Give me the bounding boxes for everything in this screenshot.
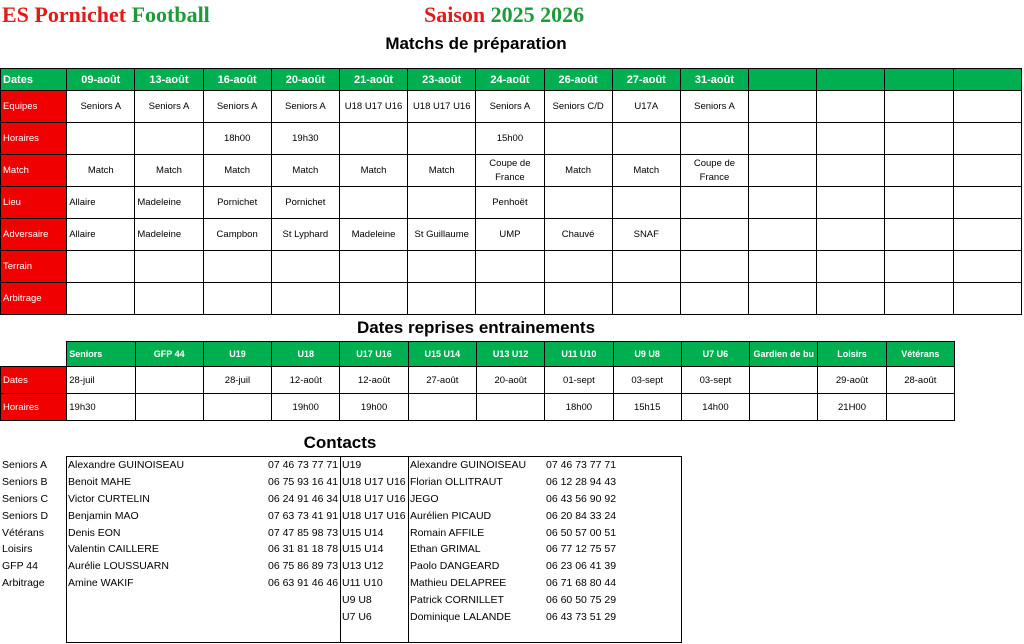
contact-right-name: Paolo DANGEARD <box>410 560 500 573</box>
prep-date-header <box>885 69 953 91</box>
reprise-team-header: Loisirs <box>818 342 886 367</box>
prep-cell <box>885 251 953 283</box>
reprise-cell <box>750 367 818 394</box>
prep-header-row <box>1 69 1022 91</box>
prep-cell <box>817 283 885 315</box>
prep-row-label: Terrain <box>1 251 67 283</box>
prep-title: Matchs de préparation <box>385 34 567 53</box>
contacts-table <box>0 457 680 625</box>
reprise-cell <box>408 394 476 421</box>
prep-row-label: Adversaire <box>1 219 67 251</box>
contact-row <box>0 608 680 625</box>
prep-cell <box>408 251 476 283</box>
reprise-cell: 28-juil <box>203 367 271 394</box>
prep-cell <box>680 283 748 315</box>
contact-left-phone: 06 75 86 89 73 <box>268 560 339 573</box>
contact-right-phone: 06 23 06 41 39 <box>546 560 617 573</box>
contact-left-name: Benjamin MAO <box>68 509 139 522</box>
contact-right-name: Patrick CORNILLET <box>410 593 504 606</box>
contact-row <box>0 474 680 491</box>
prep-cell <box>544 123 612 155</box>
prep-cell: Seniors A <box>135 91 203 123</box>
prep-cell: Match <box>612 155 680 187</box>
reprise-cell: 20-août <box>476 367 544 394</box>
prep-cell <box>885 123 953 155</box>
prep-cell: Seniors A <box>271 91 339 123</box>
prep-cell <box>680 219 748 251</box>
prep-cell <box>885 91 953 123</box>
reprise-cell: 03-sept <box>681 367 749 394</box>
contact-left-team <box>0 591 66 608</box>
contact-right-team: U15 U14 <box>342 526 384 539</box>
reprise-header-row <box>1 342 955 367</box>
contact-row <box>0 507 680 524</box>
contact-right-name: Romain AFFILE <box>410 526 485 539</box>
prep-date-header: 16-août <box>203 69 271 91</box>
contact-right-name: Dominique LALANDE <box>410 610 511 623</box>
contact-left-team: Seniors B <box>2 476 48 489</box>
prep-cell <box>476 251 544 283</box>
contact-right-team: U9 U8 <box>342 593 372 606</box>
contact-right-phone: 06 60 50 75 29 <box>546 593 617 606</box>
contact-right-phone: 06 20 84 33 24 <box>546 509 617 522</box>
prep-cell <box>612 251 680 283</box>
contact-right-team: U19 <box>342 459 362 472</box>
reprise-cell <box>886 394 954 421</box>
contacts-title: Contacts <box>303 433 377 452</box>
reprise-cell <box>135 367 203 394</box>
reprise-cell: 19h30 <box>67 394 135 421</box>
contact-right-name: Aurélien PICAUD <box>410 509 492 522</box>
prep-row <box>1 91 1022 123</box>
prep-date-header: 27-août <box>612 69 680 91</box>
prep-cell: Campbon <box>203 219 271 251</box>
contact-right-team: U13 U12 <box>342 560 384 573</box>
prep-cell <box>339 123 407 155</box>
prep-cell <box>817 251 885 283</box>
contact-right-team: U18 U17 U16 <box>342 492 406 505</box>
contact-left-team: Seniors D <box>2 509 49 522</box>
reprise-cell: 19h00 <box>272 394 340 421</box>
reprise-cell <box>476 394 544 421</box>
reprise-cell: 29-août <box>818 367 886 394</box>
prep-cell <box>203 251 271 283</box>
prep-cell <box>885 155 953 187</box>
prep-row <box>1 283 1022 315</box>
prep-cell <box>339 283 407 315</box>
prep-row <box>1 219 1022 251</box>
prep-cell <box>953 219 1021 251</box>
contact-left-phone <box>266 608 340 625</box>
prep-date-header: 13-août <box>135 69 203 91</box>
contact-left-phone <box>266 591 340 608</box>
contact-left-phone: 07 47 85 98 73 <box>268 526 339 539</box>
reprise-team-header: Seniors <box>67 342 135 367</box>
contact-right-name: Ethan GRIMAL <box>410 543 481 556</box>
prep-cell <box>339 187 407 219</box>
prep-cell <box>203 283 271 315</box>
contact-left-name: Aurélie LOUSSUARN <box>68 560 169 573</box>
prep-date-header <box>817 69 885 91</box>
prep-cell <box>749 251 817 283</box>
prep-cell: Seniors C/D <box>544 91 612 123</box>
contact-left-phone: 07 63 73 41 91 <box>268 509 339 522</box>
contact-right-team: U15 U14 <box>342 543 384 556</box>
prep-cell: Chauvé <box>544 219 612 251</box>
contact-left-phone: 06 24 91 46 34 <box>268 492 339 505</box>
prep-cell <box>953 283 1021 315</box>
prep-cell: U18 U17 U16 <box>408 91 476 123</box>
season-label: Saison <box>424 2 486 27</box>
contact-left-name: Denis EON <box>68 526 121 539</box>
prep-corner: Dates <box>1 69 67 91</box>
prep-cell <box>408 123 476 155</box>
reprise-team-header: Vétérans <box>886 342 954 367</box>
prep-date-header: 23-août <box>408 69 476 91</box>
prep-cell <box>885 283 953 315</box>
reprise-table <box>0 341 955 421</box>
prep-cell: 18h00 <box>203 123 271 155</box>
prep-cell <box>885 187 953 219</box>
prep-cell <box>953 251 1021 283</box>
reprise-cell <box>750 394 818 421</box>
prep-cell: 19h30 <box>271 123 339 155</box>
contact-right-name: Mathieu DELAPREE <box>410 576 507 589</box>
contact-left-team: Seniors A <box>2 459 47 472</box>
reprise-cell: 27-août <box>408 367 476 394</box>
contact-right-phone: 06 77 12 75 57 <box>546 543 617 556</box>
reprise-cell: 19h00 <box>340 394 408 421</box>
prep-cell <box>749 283 817 315</box>
prep-cell <box>612 123 680 155</box>
contact-right-phone: 06 71 68 80 44 <box>546 576 617 589</box>
prep-cell <box>67 283 135 315</box>
contact-left-phone: 06 31 81 18 78 <box>268 543 339 556</box>
prep-cell <box>271 283 339 315</box>
contact-left-name: Valentin CAILLERE <box>68 543 159 556</box>
reprise-row-label: Dates <box>1 367 67 394</box>
contact-right-name: JEGO <box>410 492 439 505</box>
contact-left-name: Benoit MAHE <box>68 476 132 489</box>
prep-cell <box>408 187 476 219</box>
prep-cell <box>885 219 953 251</box>
reprise-cell: 18h00 <box>545 394 613 421</box>
reprise-row <box>1 394 955 421</box>
prep-cell <box>135 123 203 155</box>
prep-cell <box>67 251 135 283</box>
contact-row <box>0 457 680 474</box>
prep-row <box>1 123 1022 155</box>
prep-row <box>1 155 1022 187</box>
contact-right-name: Alexandre GUINOISEAU <box>410 459 527 472</box>
season-years: 2025 2026 <box>490 2 585 27</box>
prep-date-header: 20-août <box>271 69 339 91</box>
prep-cell: Match <box>135 155 203 187</box>
contact-left-name <box>66 591 266 608</box>
prep-cell <box>544 187 612 219</box>
prep-cell: Match <box>339 155 407 187</box>
prep-cell: U18 U17 U16 <box>339 91 407 123</box>
reprise-title: Dates reprises entrainements <box>356 318 596 337</box>
prep-cell <box>680 123 748 155</box>
contact-right-phone: 06 43 73 51 29 <box>546 610 617 623</box>
prep-row-label: Arbitrage <box>1 283 67 315</box>
prep-cell: Pornichet <box>203 187 271 219</box>
contact-left-team <box>0 608 66 625</box>
prep-cell <box>817 187 885 219</box>
prep-cell <box>612 283 680 315</box>
contact-row <box>0 558 680 575</box>
contact-right-team: U18 U17 U16 <box>342 476 406 489</box>
contact-right-phone: 06 43 56 90 92 <box>546 492 617 505</box>
contact-right-team: U18 U17 U16 <box>342 509 406 522</box>
reprise-team-header: U15 U14 <box>408 342 476 367</box>
contact-row <box>0 491 680 508</box>
contact-row <box>0 541 680 558</box>
prep-cell <box>67 123 135 155</box>
prep-cell <box>953 91 1021 123</box>
prep-cell <box>544 251 612 283</box>
reprise-team-header: U9 U8 <box>613 342 681 367</box>
club-title-part2: Football <box>131 2 210 27</box>
prep-cell <box>817 219 885 251</box>
prep-cell <box>680 251 748 283</box>
prep-cell: Match <box>544 155 612 187</box>
prep-cell: SNAF <box>612 219 680 251</box>
reprise-cell: 14h00 <box>681 394 749 421</box>
prep-cell: St Lyphard <box>271 219 339 251</box>
prep-cell <box>680 187 748 219</box>
reprise-cell: 28-juil <box>67 367 135 394</box>
prep-cell: Seniors A <box>476 91 544 123</box>
prep-cell <box>544 283 612 315</box>
reprise-cell: 21H00 <box>818 394 886 421</box>
contact-row <box>0 591 680 608</box>
contact-left-team: GFP 44 <box>2 560 38 573</box>
contact-right-phone: 06 50 57 00 51 <box>546 526 617 539</box>
prep-date-header: 21-août <box>339 69 407 91</box>
prep-cell <box>817 155 885 187</box>
reprise-cell: 01-sept <box>545 367 613 394</box>
contact-right-name: Florian OLLITRAUT <box>410 476 503 489</box>
prep-date-header: 09-août <box>67 69 135 91</box>
reprise-team-header: U19 <box>203 342 271 367</box>
reprise-team-header: U7 U6 <box>681 342 749 367</box>
prep-cell: U17A <box>612 91 680 123</box>
prep-date-header: 31-août <box>680 69 748 91</box>
prep-date-header: 24-août <box>476 69 544 91</box>
prep-cell <box>953 123 1021 155</box>
reprise-team-header: U13 U12 <box>476 342 544 367</box>
reprise-cell: 12-août <box>272 367 340 394</box>
reprise-cell: 03-sept <box>613 367 681 394</box>
prep-cell: Match <box>271 155 339 187</box>
prep-date-header <box>953 69 1021 91</box>
prep-cell <box>817 91 885 123</box>
prep-cell: Seniors A <box>680 91 748 123</box>
reprise-cell: 28-août <box>886 367 954 394</box>
contact-left-team: Loisirs <box>2 543 33 556</box>
reprise-corner <box>1 342 67 367</box>
reprise-cell <box>135 394 203 421</box>
prep-cell <box>339 251 407 283</box>
club-title-part1: ES Pornichet <box>2 2 127 27</box>
prep-cell: UMP <box>476 219 544 251</box>
prep-cell: Match <box>408 155 476 187</box>
reprise-team-header: U18 <box>272 342 340 367</box>
prep-cell: Penhoët <box>476 187 544 219</box>
prep-cell: Coupe de France <box>476 155 544 187</box>
contact-left-team: Vétérans <box>2 526 45 539</box>
prep-cell: Madeleine <box>339 219 407 251</box>
prep-date-header: 26-août <box>544 69 612 91</box>
prep-cell: Madeleine <box>135 187 203 219</box>
prep-cell <box>953 155 1021 187</box>
prep-row <box>1 251 1022 283</box>
reprise-row <box>1 367 955 394</box>
prep-row-label: Match <box>1 155 67 187</box>
prep-cell: Pornichet <box>271 187 339 219</box>
contact-left-team: Seniors C <box>2 492 49 505</box>
contact-right-phone: 06 12 28 94 43 <box>546 476 617 489</box>
contact-right-phone: 07 46 73 77 71 <box>546 459 617 472</box>
prep-row-label: Horaires <box>1 123 67 155</box>
reprise-team-header: Gardien de bu <box>750 342 818 367</box>
prep-cell <box>749 123 817 155</box>
reprise-team-header: U17 U16 <box>340 342 408 367</box>
contact-left-team: Arbitrage <box>2 576 45 589</box>
prep-row-label: Equipes <box>1 91 67 123</box>
reprise-cell <box>203 394 271 421</box>
prep-cell <box>612 187 680 219</box>
prep-cell <box>135 251 203 283</box>
prep-row-label: Lieu <box>1 187 67 219</box>
contact-left-name: Alexandre GUINOISEAU <box>68 459 185 472</box>
prep-row <box>1 187 1022 219</box>
prep-cell <box>749 219 817 251</box>
prep-date-header <box>749 69 817 91</box>
contact-left-name <box>66 608 266 625</box>
reprise-team-header: U11 U10 <box>545 342 613 367</box>
prep-cell <box>817 123 885 155</box>
prep-cell: Seniors A <box>67 91 135 123</box>
reprise-cell: 15h15 <box>613 394 681 421</box>
reprise-team-header: GFP 44 <box>135 342 203 367</box>
prep-cell: Allaire <box>67 219 135 251</box>
prep-cell <box>953 187 1021 219</box>
prep-cell: Match <box>67 155 135 187</box>
prep-cell <box>749 91 817 123</box>
prep-cell <box>749 155 817 187</box>
contact-right-team: U7 U6 <box>342 610 372 623</box>
prep-cell: Allaire <box>67 187 135 219</box>
prep-cell: Coupe de France <box>680 155 748 187</box>
contact-left-phone: 06 63 91 46 46 <box>268 576 339 589</box>
contact-row <box>0 524 680 541</box>
contact-right-team: U11 U10 <box>342 576 383 589</box>
prep-cell <box>135 283 203 315</box>
contact-left-phone: 07 46 73 77 71 <box>268 459 339 472</box>
prep-table <box>0 68 1022 315</box>
prep-cell: 15h00 <box>476 123 544 155</box>
contact-left-name: Victor CURTELIN <box>68 492 150 505</box>
prep-cell <box>271 251 339 283</box>
prep-cell: Match <box>203 155 271 187</box>
prep-cell <box>476 283 544 315</box>
prep-cell: St Guillaume <box>408 219 476 251</box>
contact-row <box>0 575 680 592</box>
contact-left-name: Amine WAKIF <box>68 576 134 589</box>
prep-cell <box>749 187 817 219</box>
club-title <box>2 2 210 28</box>
season-title <box>424 2 584 28</box>
reprise-row-label: Horaires <box>1 394 67 421</box>
reprise-cell: 12-août <box>340 367 408 394</box>
prep-cell <box>408 283 476 315</box>
prep-cell: Seniors A <box>203 91 271 123</box>
contact-left-phone: 06 75 93 16 41 <box>268 476 339 489</box>
prep-cell: Madeleine <box>135 219 203 251</box>
